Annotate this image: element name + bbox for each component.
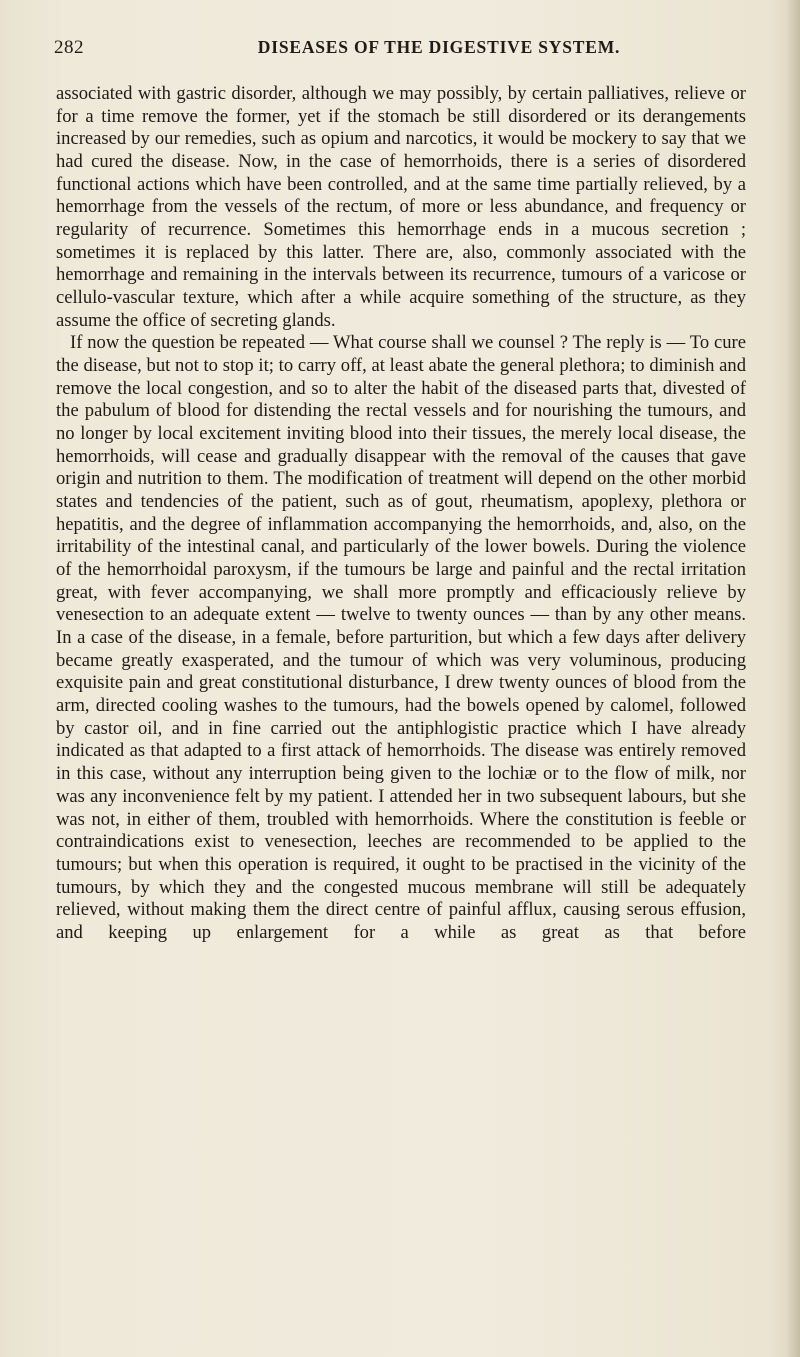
page-edge-shadow <box>786 0 800 1357</box>
body-text <box>56 83 746 945</box>
running-title: DISEASES OF THE DIGESTIVE SYSTEM. <box>257 37 621 57</box>
page-header <box>54 37 740 65</box>
page-number: 282 <box>54 37 84 58</box>
paragraph-1: associated with gastric disorder, although we may possibly, by certain palliatives, relieve or for a time remove the former, yet if the stomach be still disordered or its derangements increased by our remedies, such as opium and narcotics, it would be mockery to say that we had cured the disease. Now, in the case of hemorrhoids, there is a series of disordered functional actions which have been controlled, and at the same time partially relieved, by a hemorrhage from the vessels of the rectum, of more or less abundance, and frequency or regularity of recurrence. Sometimes this hemorrhage ends in a mucous secretion ; sometimes it is replaced by this latter. There are, also, commonly associated with the hemorrhage and remaining in the intervals between its recurrence, tumours of a varicose or cellulo-vascular texture, which after a while acquire something of the structure, as they assume the office of secreting glands. <box>56 83 746 331</box>
paragraph-2: If now the question be repeated — What course shall we counsel ? The reply is — To cure the disease, but not to stop it; to carry off, at least abate the general plethora; to diminish and remove the local congestion, and so to alter the habit of the diseased parts that, divested of the pabulum of blood for distending the rectal vessels and for nourishing the tumours, and no longer by local excitement inviting blood into their tissues, the merely local disease, the hemorrhoids, will cease and gradually disappear with the removal of the causes that gave origin and nutrition to them. The modification of treatment will depend on the other morbid states and tendencies of the patient, such as of gout, rheumatism, apoplexy, plethora or hepatitis, and the degree of inflammation accompanying the hemorrhoids, and, also, on the irritability of the intestinal canal, and particularly of the lower bowels. During the violence of the hemorrhoidal paroxysm, if the tumours be large and painful and the rectal irritation great, with fever accompanying, we shall more promptly and efficaciously relieve by venesection to an adequate extent — twelve to twenty ounces — than by any other means. In a case of the disease, in a female, before parturition, but which a few days after delivery became greatly exasperated, and the tumour of which was very voluminous, producing exquisite pain and great constitutional disturbance, I drew twenty ounces of blood from the arm, directed cooling washes to the tumours, had the bowels opened by calomel, followed by castor oil, and in fine carried out the antiphlogistic practice which I have already indicated as that adapted to a first attack of hemorrhoids. The disease was entirely removed in this case, without any interruption being given to the lochiæ or to the flow of milk, nor was any inconvenience felt by my patient. I attended her in two subsequent labours, but she was not, in either of them, troubled with hemorrhoids. Where the constitution is feeble or contraindications exist to venesection, leeches are recommended to be applied to the tumours; but when this operation is required, it ought to be practised in the vicinity of the tumours, by which they and the congested mucous membrane will still be adequately relieved, without making them the direct centre of painful afflux, causing serous effusion, and keeping up enlargement for a while as great as that before <box>56 332 746 943</box>
